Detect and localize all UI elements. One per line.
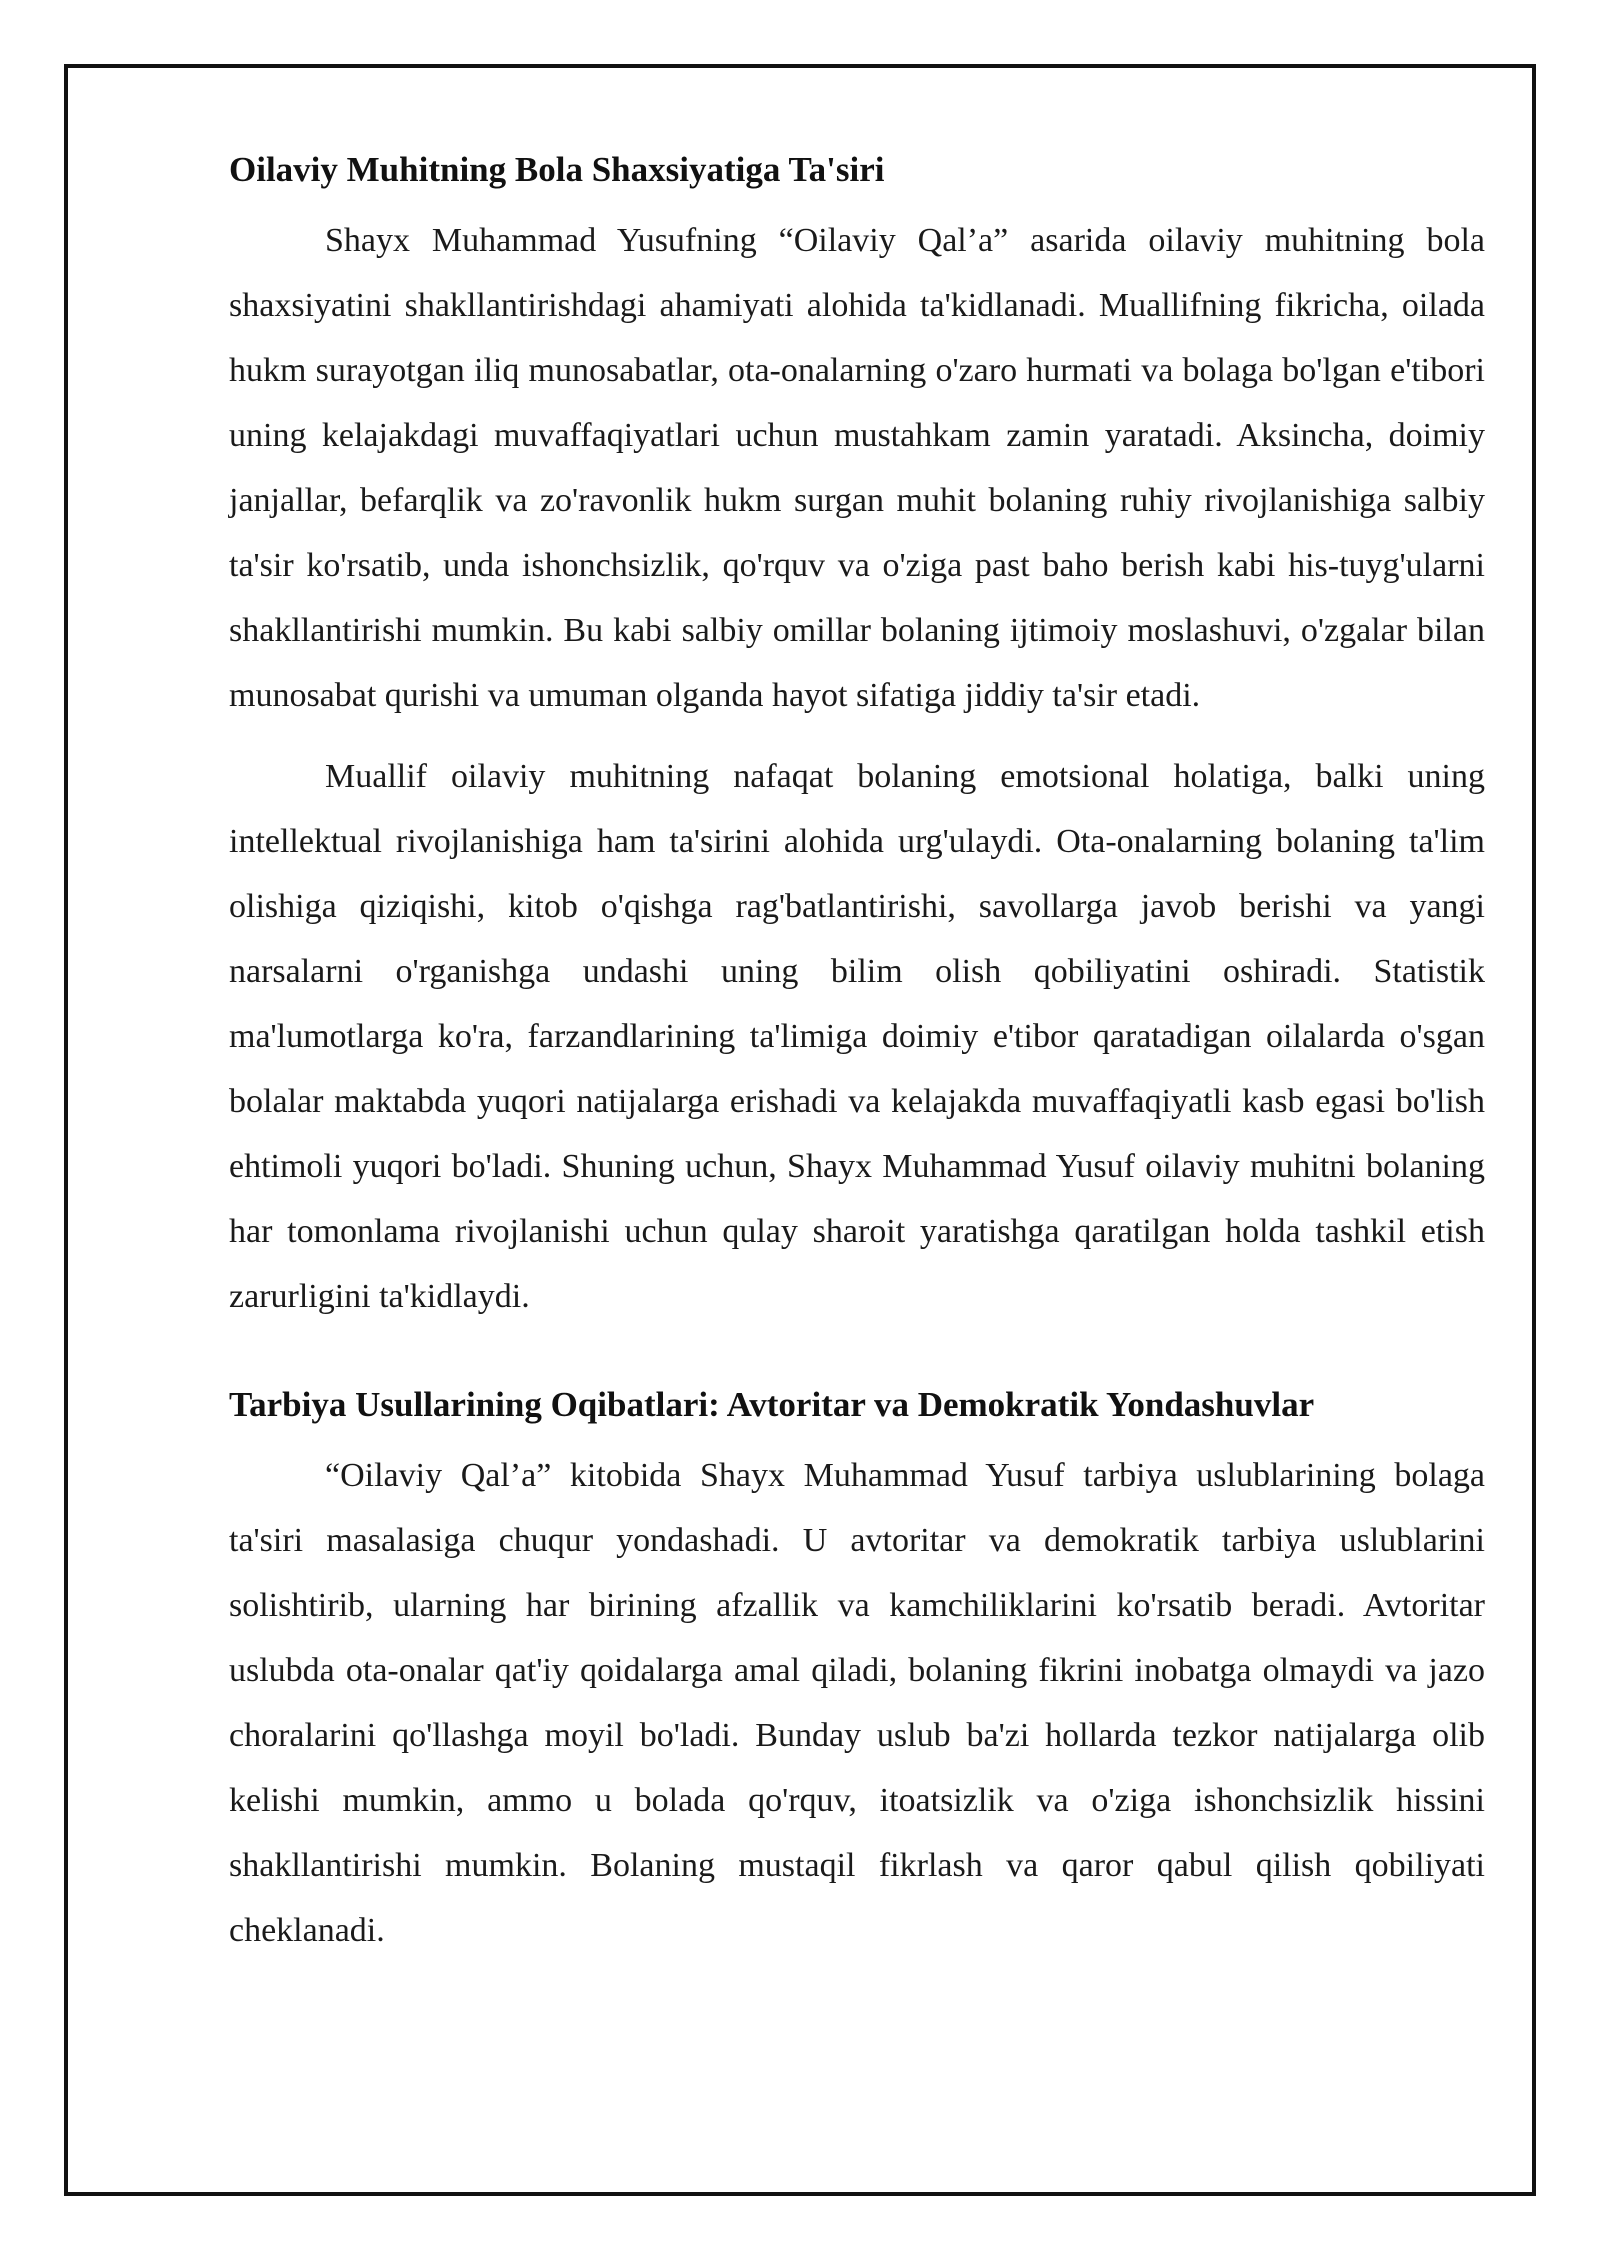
body-paragraph: Muallif oilaviy muhitning nafaqat bolaning emotsional holatiga, balki uning intellektual rivojlanishiga ham ta'sirini alohida urg'ulaydi. Ota-onalarning bolaning ta'lim olishiga qiziqishi, kitob o'qishga rag'batlantirishi, savollarga javob berishi va yangi narsalarni o'rganishga undashi uning bilim olish qobiliyatini oshiradi. Statistik ma'lumotlarga ko'ra, farzandlarining ta'limiga doimiy e'tibor qaratadigan oilalarda o'sgan bolalar maktabda yuqori natijalarga erishadi va kelajakda muvaffaqiyatli kasb egasi bo'lish ehtimoli yuqori bo'ladi. Shuning uchun, Shayx Muhammad Yusuf oilaviy muhitni bolaning har tomonlama rivojlanishi uchun qulay sharoit yaratishga qaratilgan holda tashkil etish zarurligini ta'kidlaydi.	[229, 758, 1485, 1315]
document-body	[229, 148, 1485, 1979]
body-paragraph: “Oilaviy Qal’a” kitobida Shayx Muhammad Yusuf tarbiya uslublarining bolaga ta'siri masalasiga chuqur yondashadi. U avtoritar va demokratik tarbiya uslublarini solishtirib, ularning har birining afzallik va kamchiliklarini ko'rsatib beradi. Avtoritar uslubda ota-onalar qat'iy qoidalarga amal qiladi, bolaning fikrini inobatga olmaydi va jazo choralarini qo'llashga moyil bo'ladi. Bunday uslub ba'zi hollarda tezkor natijalarga olib kelishi mumkin, ammo u bolada qo'rquv, itoatsizlik va o'ziga ishonchsizlik hissini shakllantirishi mumkin. Bolaning mustaqil fikrlash va qaror qabul qilish qobiliyati cheklanadi.	[229, 1457, 1485, 1949]
section-heading: Oilaviy Muhitning Bola Shaxsiyatiga Ta'siri	[229, 150, 885, 189]
section-heading: Tarbiya Usullarining Oqibatlari: Avtoritar va Demokratik Yondashuvlar	[229, 1385, 1315, 1424]
body-paragraph: Shayx Muhammad Yusufning “Oilaviy Qal’a” asarida oilaviy muhitning bola shaxsiyatini shakllantirishdagi ahamiyati alohida ta'kidlanadi. Muallifning fikricha, oilada hukm surayotgan iliq munosabatlar, ota-onalarning o'zaro hurmati va bolaga bo'lgan e'tibori uning kelajakdagi muvaffaqiyatlari uchun mustahkam zamin yaratadi. Aksincha, doimiy janjallar, befarqlik va zo'ravonlik hukm surgan muhit bolaning ruhiy rivojlanishiga salbiy ta'sir ko'rsatib, unda ishonchsizlik, qo'rquv va o'ziga past baho berish kabi his-tuyg'ularni shakllantirishi mumkin. Bu kabi salbiy omillar bolaning ijtimoiy moslashuvi, o'zgalar bilan munosabat qurishi va umuman olganda hayot sifatiga jiddiy ta'sir etadi.	[229, 222, 1485, 714]
